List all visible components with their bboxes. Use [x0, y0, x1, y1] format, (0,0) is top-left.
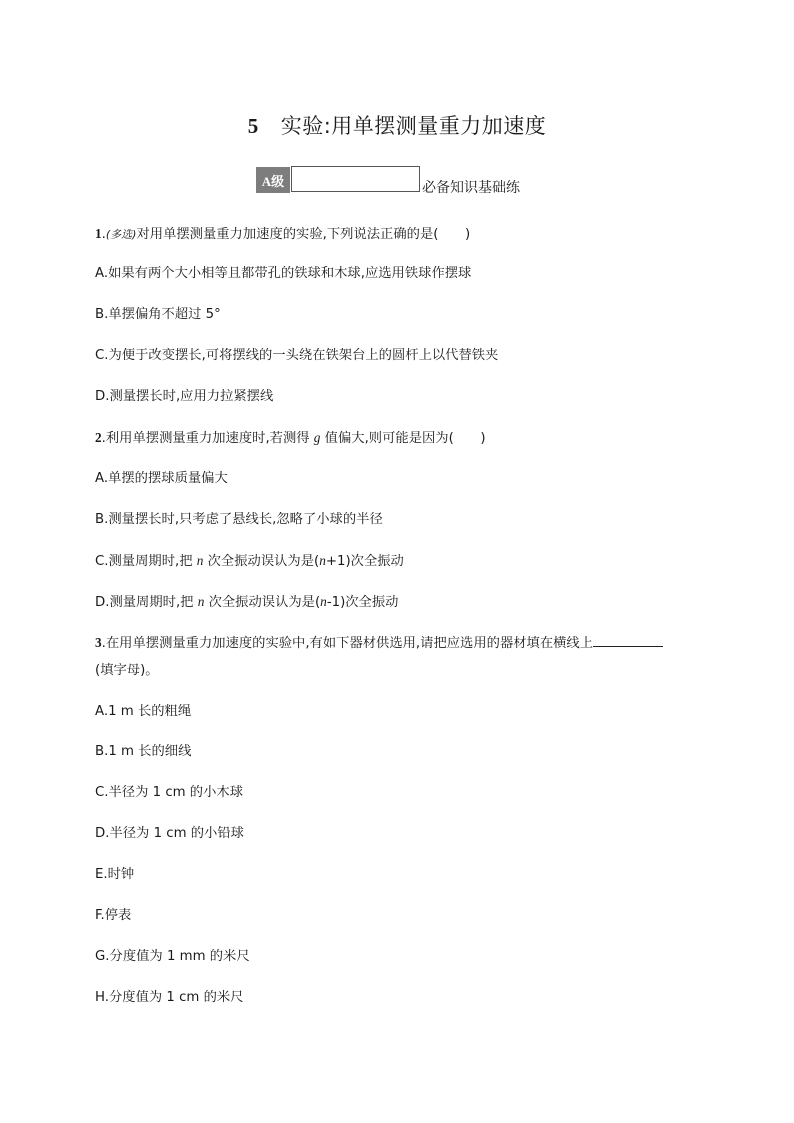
q3-option-g: G.分度值为 1 mm 的米尺 [95, 949, 250, 964]
q3-option-h: H.分度值为 1 cm 的米尺 [95, 990, 244, 1005]
q3-option-e: E.时钟 [95, 867, 135, 882]
q2-option-a: A.单摆的摆球质量偏大 [95, 471, 228, 486]
level-blank-box [291, 166, 420, 192]
q1-option-a: A.如果有两个大小相等且都带孔的铁球和木球,应选用铁球作摆球 [95, 266, 472, 281]
q2-option-c: C.测量周期时,把 n 次全振动误认为是(n+1)次全振动 [95, 553, 404, 569]
q3-stem [95, 633, 663, 654]
q3-number: 3 [95, 635, 102, 650]
q1-stem: 1.(多选)对用单摆测量重力加速度的实验,下列说法正确的是( ) [95, 226, 471, 242]
q1-option-b: B.单摆偏角不超过 5° [95, 307, 221, 322]
q3-option-d: D.半径为 1 cm 的小铅球 [95, 826, 244, 841]
q1-stem-text: 对用单摆测量重力加速度的实验,下列说法正确的是( ) [136, 227, 471, 242]
q3-answer-blank [593, 634, 663, 647]
q2-option-b: B.测量摆长时,只考虑了悬线长,忽略了小球的半径 [95, 512, 383, 527]
variable-g: g [313, 430, 321, 445]
page-title [0, 110, 794, 140]
q1-option-c: C.为便于改变摆长,可将摆线的一头绕在铁架台上的圆杆上以代替铁夹 [95, 348, 499, 363]
q3-stem-line2: (填字母)。 [95, 663, 159, 678]
q3-stem-text: .在用单摆测量重力加速度的实验中,有如下器材供选用,请把应选用的器材填在横线上 [101, 636, 594, 651]
q2-option-d: D.测量周期时,把 n 次全振动误认为是(n-1)次全振动 [95, 594, 399, 610]
q3-option-c: C.半径为 1 cm 的小木球 [95, 785, 243, 800]
level-badge: A级 [256, 167, 290, 193]
q2-stem: 2.利用单摆测量重力加速度时,若测得 g 值偏大,则可能是因为( ) [95, 430, 486, 446]
level-section-label: 必备知识基础练 [422, 180, 520, 196]
q3-option-a: A.1 m 长的粗绳 [95, 704, 192, 719]
q1-number: 1 [95, 226, 102, 241]
q1-tag: (多选) [105, 228, 137, 241]
title-text: 实验:用单摆测量重力加速度 [280, 114, 547, 138]
q2-number: 2 [95, 430, 102, 445]
q3-option-f: F.停表 [95, 908, 132, 923]
q1-option-d: D.测量摆长时,应用力拉紧摆线 [95, 389, 274, 404]
q3-option-b: B.1 m 长的细线 [95, 744, 192, 759]
section-number: 5 [247, 114, 259, 138]
